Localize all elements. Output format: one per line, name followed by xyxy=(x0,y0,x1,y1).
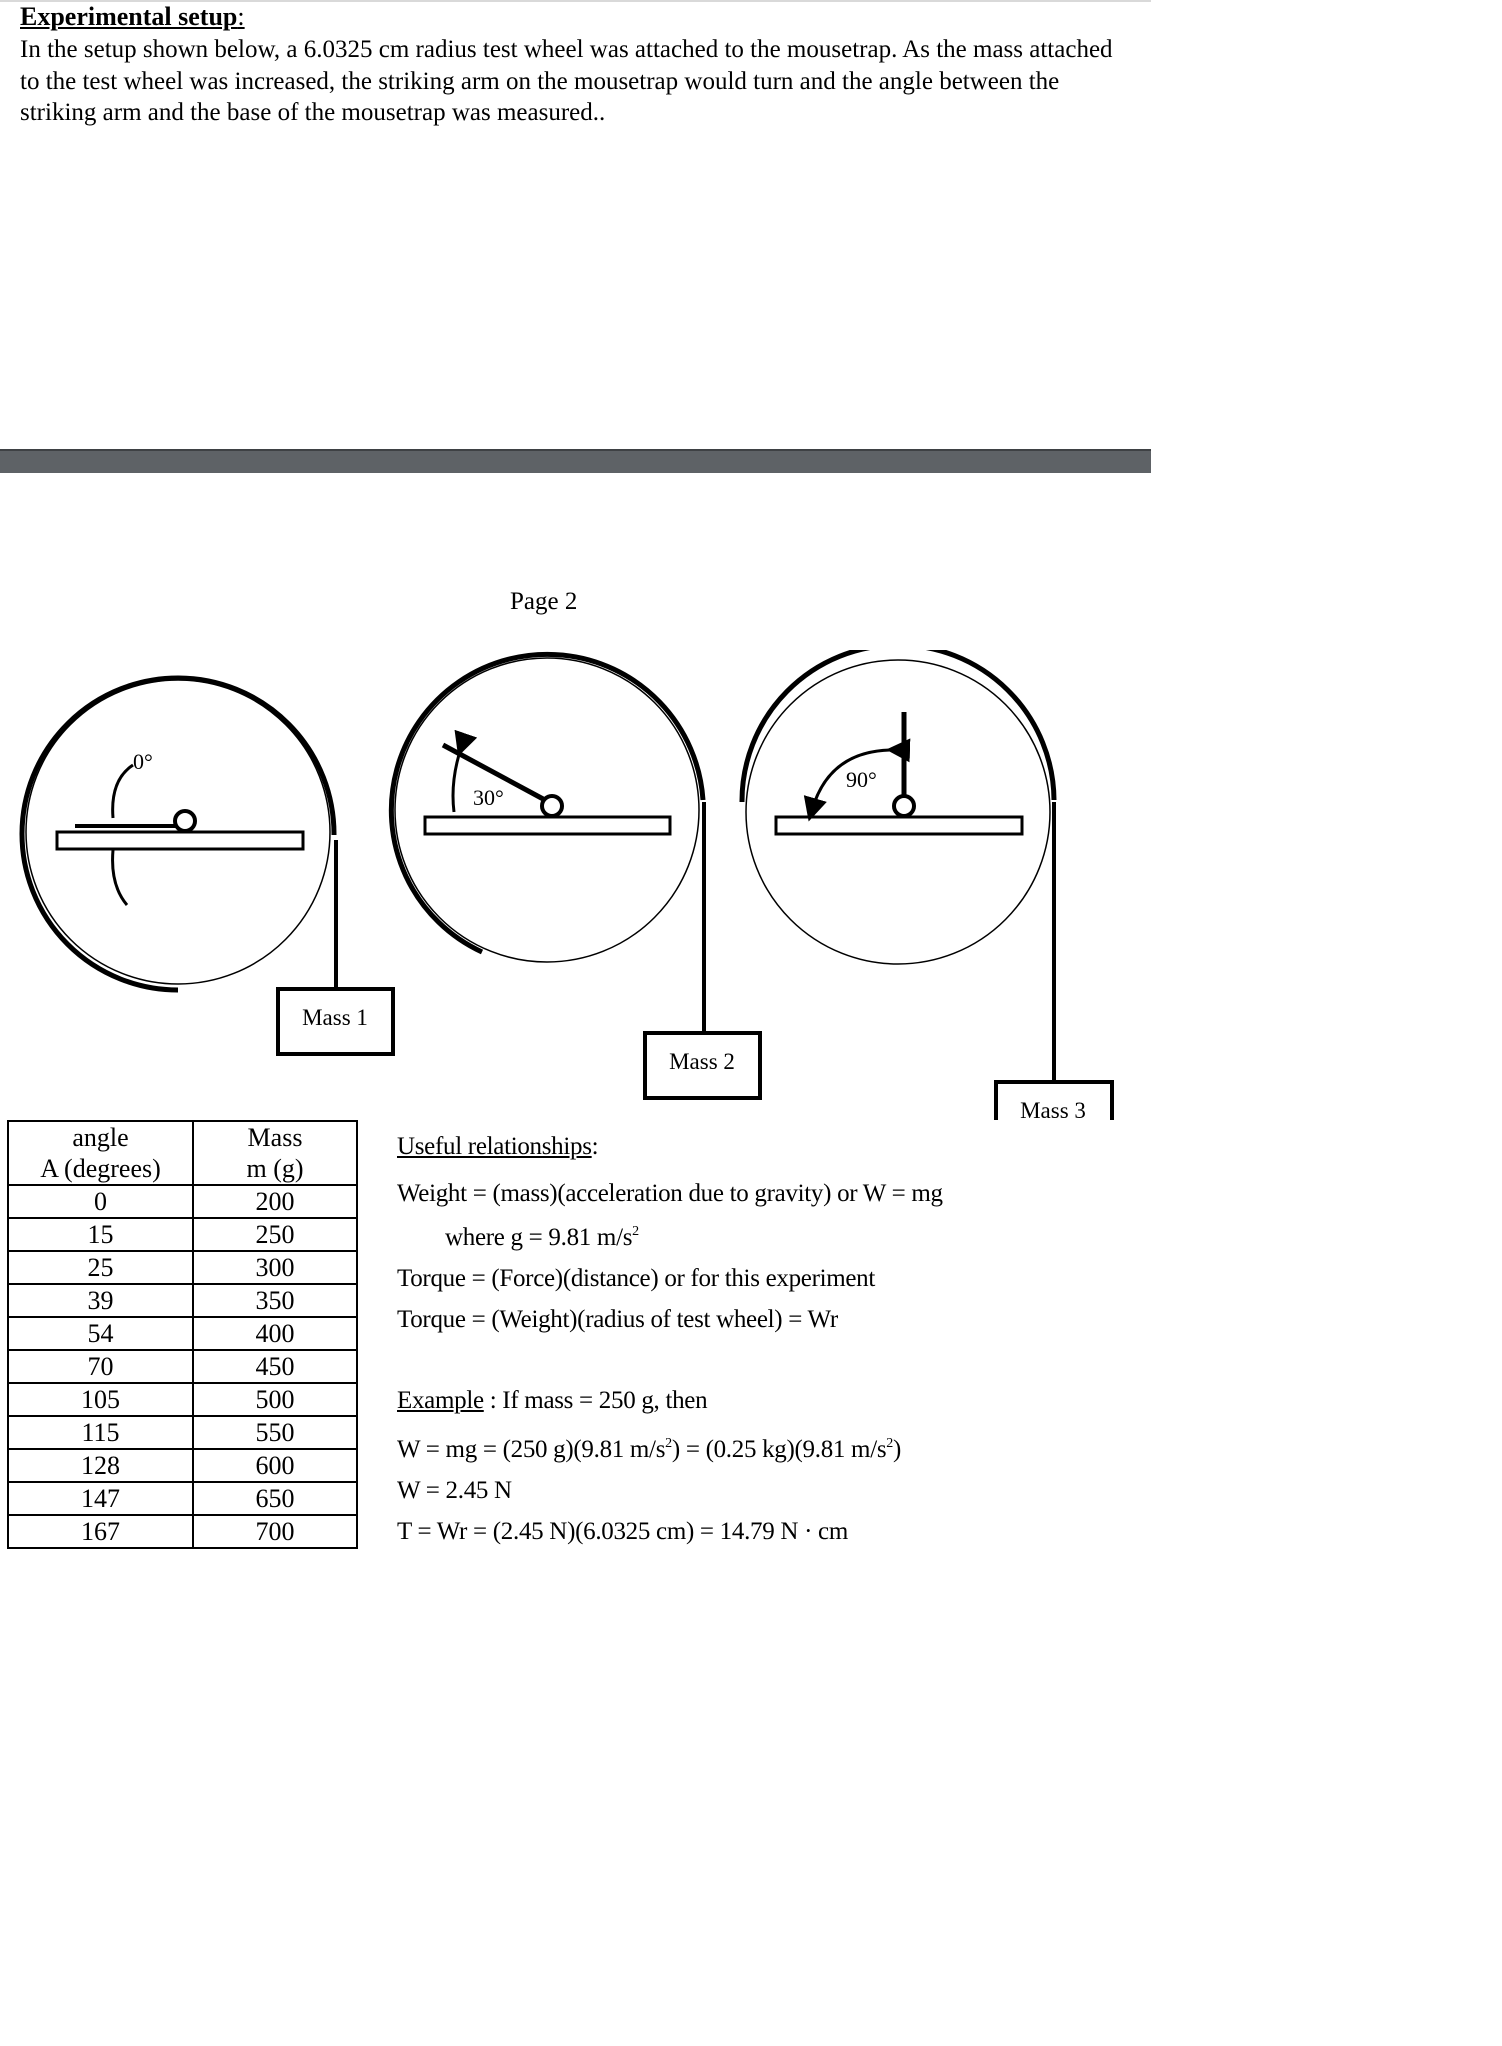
mousetrap-diagram xyxy=(0,650,1151,1120)
wheel-setup-1 xyxy=(22,678,393,1054)
pivot-1 xyxy=(175,811,195,831)
table-row: 105 500 xyxy=(8,1383,357,1416)
example-heading: Example : If mass = 250 g, then xyxy=(397,1387,708,1414)
table-row: 167 700 xyxy=(8,1515,357,1548)
table-row: 15 250 xyxy=(8,1218,357,1251)
mass-label-2: Mass 2 xyxy=(669,1049,735,1074)
table-row: 147 650 xyxy=(8,1482,357,1515)
page-label: Page 2 xyxy=(510,588,578,615)
mousetrap-base-1 xyxy=(57,832,303,849)
angle-arc-1-lower xyxy=(113,850,127,905)
page-separator-bar xyxy=(0,449,1151,473)
table-row: 70 450 xyxy=(8,1350,357,1383)
angle-label-2: 30° xyxy=(473,785,504,810)
mousetrap-base-2 xyxy=(425,817,670,834)
example-calc-1: W = mg = (250 g)(9.81 $m/s^2) = (0.25$ kg)(9.81 $m/s^2$) xyxy=(397,1436,901,1463)
table-row: 39 350 xyxy=(8,1284,357,1317)
angle-arc-1-upper xyxy=(113,765,133,818)
mass-label-3: Mass 3 xyxy=(1020,1098,1086,1120)
example-calc-3: T = Wr = (2.45 N)(6.0325 cm) = 14.79 N · cm xyxy=(397,1518,849,1545)
mass-label-1: Mass 1 xyxy=(302,1005,368,1030)
table-header-mass: Mass m (g) xyxy=(193,1121,357,1185)
table-row: 0 200 xyxy=(8,1185,357,1218)
table-header-angle: angle A (degrees) xyxy=(8,1121,193,1185)
weight-formula: Weight = (mass)(acceleration due to gravity) or W = mg xyxy=(397,1180,943,1207)
torque-formula-1: Torque = (Force)(distance) or for this experiment xyxy=(397,1265,876,1292)
table-row: 25 300 xyxy=(8,1251,357,1284)
mousetrap-base-3 xyxy=(776,817,1022,834)
wheel-setup-3 xyxy=(742,650,1112,1120)
table-row: 115 550 xyxy=(8,1416,357,1449)
angle-mass-table xyxy=(7,1120,358,1549)
intro-paragraph: In the setup shown below, a 6.0325 cm radius test wheel was attached to the mousetrap. As the mass attached to the test wheel was increased, the striking arm on the mousetrap would turn and the angle between the striking arm and the base of the mousetrap was measured.. xyxy=(20,36,1113,126)
torque-formula-2: Torque = (Weight)(radius of test wheel) = Wr xyxy=(397,1306,838,1333)
example-calc-2: W = 2.45 N xyxy=(397,1477,512,1504)
relationships-title: Useful relationships: xyxy=(397,1133,599,1160)
wheel-setup-2 xyxy=(391,654,760,1098)
pivot-2 xyxy=(542,796,562,816)
section-heading: Experimental setup: xyxy=(20,2,245,31)
pivot-3 xyxy=(894,796,914,816)
angle-label-3: 90° xyxy=(846,767,877,792)
table-row: 54 400 xyxy=(8,1317,357,1350)
table-row: 128 600 xyxy=(8,1449,357,1482)
wheel-3-rope-wrap xyxy=(742,650,1054,802)
gravity-formula: where g = 9.81 $m/s^2$ xyxy=(445,1224,639,1251)
angle-label-1: 0° xyxy=(133,749,153,774)
